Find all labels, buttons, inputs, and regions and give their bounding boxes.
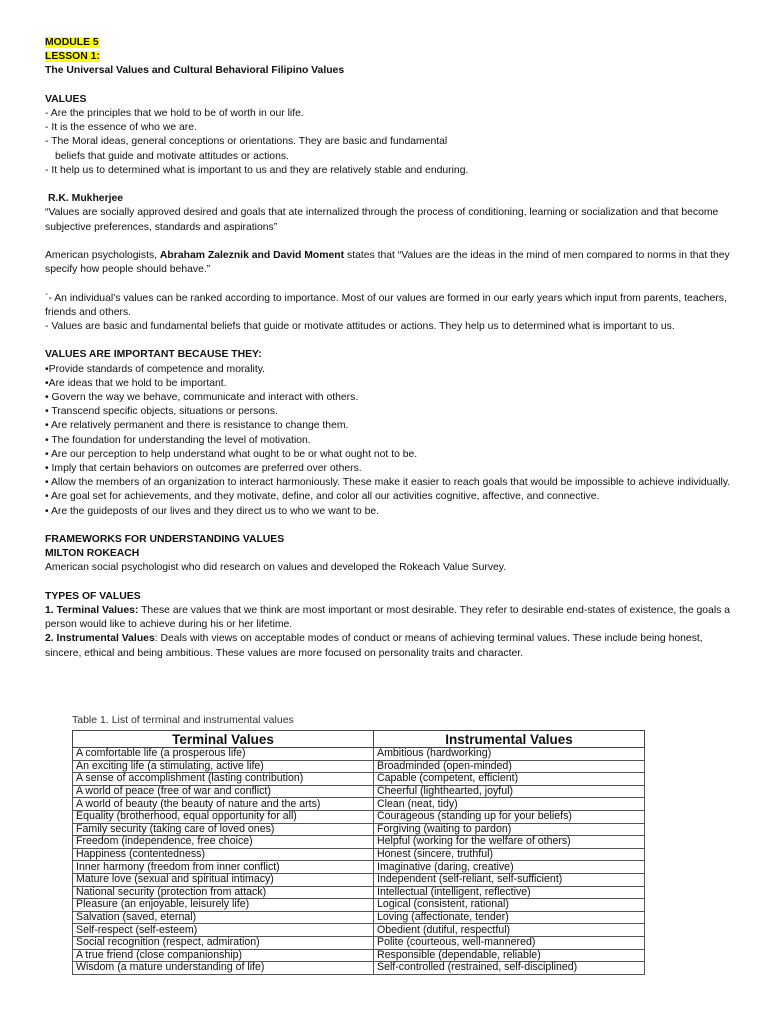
individual-paragraph: `- An individual’s values can be ranked according to importance. Most of our values are formed in our early years which input from parents, teachers, friends and others.	[45, 292, 727, 318]
important-item: • The foundation for understanding the level of motivation.	[45, 434, 311, 446]
table-row	[73, 798, 645, 811]
terminal-value-cell: Inner harmony (freedom from inner conflict)	[73, 861, 374, 874]
instrumental-value-cell: Self-controlled (restrained, self-disciplined)	[374, 962, 645, 975]
table-body	[73, 748, 645, 975]
instrumental-values-paragraph: 2. Instrumental Values: Deals with views on acceptable modes of conduct or means of achieving terminal values. These include being honest, sincere, ethical and being ambitious. These values are more focused on personality traits and character.	[45, 633, 703, 659]
table-row	[73, 823, 645, 836]
important-item: •Are ideas that we hold to be important.	[45, 377, 227, 389]
instrumental-value-cell: Intellectual (intelligent, reflective)	[374, 886, 645, 899]
important-heading: VALUES ARE IMPORTANT BECAUSE THEY:	[45, 349, 262, 361]
instrumental-value-cell: Logical (consistent, rational)	[374, 899, 645, 912]
important-item: • Are our perception to help understand what ought to be or what ought not to be.	[45, 448, 418, 460]
important-item: • Govern the way we behave, communicate and interact with others.	[45, 392, 359, 403]
rokeach-name: MILTON ROKEACH	[45, 548, 140, 560]
instrumental-value-cell: Honest (sincere, truthful)	[374, 848, 645, 861]
terminal-value-cell: An exciting life (a stimulating, active life)	[73, 760, 374, 773]
terminal-value-cell: A comfortable life (a prosperous life)	[73, 748, 374, 761]
terminal-value-cell: Equality (brotherhood, equal opportunity for all)	[73, 810, 374, 823]
table-row	[73, 810, 645, 823]
terminal-value-cell: National security (protection from attack)	[73, 886, 374, 899]
important-item: •Provide standards of competence and morality.	[45, 363, 266, 375]
terminal-value-cell: Happiness (contentedness)	[73, 848, 374, 861]
table-row	[73, 861, 645, 874]
important-item: • Are goal set for achievements, and they motivate, define, and color all our activities cognitive, affective, and connective.	[45, 491, 600, 503]
terminal-value-cell: A world of peace (free of war and conflict)	[73, 785, 374, 798]
terminal-value-cell: A sense of accomplishment (lasting contribution)	[73, 773, 374, 786]
instrumental-values-header: Instrumental Values	[374, 731, 645, 748]
instrumental-value-cell: Courageous (standing up for your beliefs)	[374, 810, 645, 823]
terminal-value-cell: Mature love (sexual and spiritual intimacy)	[73, 873, 374, 886]
instrumental-value-cell: Forgiving (waiting to pardon)	[374, 823, 645, 836]
table-caption: Table 1. List of terminal and instrumental values	[72, 714, 294, 726]
instrumental-value-cell: Capable (competent, efficient)	[374, 773, 645, 786]
instrumental-value-cell: Independent (self-reliant, self-sufficient)	[374, 873, 645, 886]
module-label: MODULE 5	[45, 37, 99, 48]
instrumental-value-cell: Loving (affectionate, tender)	[374, 911, 645, 924]
frameworks-heading: FRAMEWORKS FOR UNDERSTANDING VALUES	[45, 534, 285, 546]
table-row	[73, 911, 645, 924]
important-item: • Imply that certain behaviors on outcomes are preferred over others.	[45, 463, 362, 475]
lesson-label: LESSON 1:	[45, 51, 100, 63]
instrumental-value-cell: Clean (neat, tidy)	[374, 798, 645, 811]
table-row	[73, 773, 645, 786]
instrumental-value-cell: Cheerful (lighthearted, joyful)	[374, 785, 645, 798]
basic-paragraph: - Values are basic and fundamental beliefs that guide or motivate attitudes or actions. They help us to determined what is important to us.	[45, 321, 675, 332]
rokeach-description: American social psychologist who did research on values and developed the Rokeach Value Survey.	[45, 562, 507, 574]
important-item: • Transcend specific objects, situations or persons.	[45, 406, 278, 418]
important-item: • Allow the members of an organization to interact harmoniously. These make it easier to reach goals that would be impossible to achieve individually.	[45, 477, 731, 489]
values-line: - The Moral ideas, general conceptions or orientations. They are basic and fundamental	[45, 136, 448, 148]
mukherjee-quote: “Values are socially approved desired and goals that ate internalized through the process of conditioning, learning or socialization and that become subjective preferences, standards and aspirations”	[45, 207, 719, 233]
values-line: - It is the essence of who we are.	[45, 122, 197, 134]
lesson-title: The Universal Values and Cultural Behavioral Filipino Values	[45, 65, 345, 77]
important-item: • Are the guideposts of our lives and they direct us to who we want to be.	[45, 505, 380, 517]
values-table-figure	[72, 714, 648, 975]
table-row	[73, 924, 645, 937]
instrumental-value-cell: Imaginative (daring, creative)	[374, 861, 645, 874]
psychologists-paragraph: American psychologists, Abraham Zaleznik and David Moment states that “Values are the ideas in the mind of men compared to norms in that they specify how people should behave.”	[45, 250, 730, 276]
terminal-value-cell: A true friend (close companionship)	[73, 949, 374, 962]
terminal-values-paragraph: 1. Terminal Values: These are values that we think are most important or most desirable. They refer to desirable end-states of existence, the goals a person would like to achieve during his or her lifetime.	[45, 605, 730, 631]
types-heading: TYPES OF VALUES	[45, 590, 141, 602]
table-row	[73, 936, 645, 949]
terminal-value-cell: A world of beauty (the beauty of nature and the arts)	[73, 798, 374, 811]
table-row	[73, 886, 645, 899]
table-row	[73, 836, 645, 849]
values-line: beliefs that guide and motivate attitudes or actions.	[55, 150, 289, 162]
document-body	[45, 36, 735, 661]
table-row	[73, 848, 645, 861]
table-row	[73, 785, 645, 798]
terminal-value-cell: Salvation (saved, eternal)	[73, 911, 374, 924]
table-row	[73, 873, 645, 886]
terminal-values-header: Terminal Values	[73, 731, 374, 748]
mukherjee-name: R.K. Mukherjee	[48, 193, 124, 205]
terminal-value-cell: Pleasure (an enjoyable, leisurely life)	[73, 899, 374, 912]
instrumental-value-cell: Broadminded (open-minded)	[374, 760, 645, 773]
table-row	[73, 962, 645, 975]
table-row	[73, 899, 645, 912]
terminal-value-cell: Social recognition (respect, admiration)	[73, 936, 374, 949]
terminal-value-cell: Freedom (independence, free choice)	[73, 836, 374, 849]
instrumental-value-cell: Polite (courteous, well-mannered)	[374, 936, 645, 949]
table-row	[73, 949, 645, 962]
values-line: - It help us to determined what is important to us and they are relatively stable and enduring.	[45, 164, 469, 176]
values-heading: VALUES	[45, 93, 87, 105]
table-row	[73, 760, 645, 773]
instrumental-value-cell: Responsible (dependable, reliable)	[374, 949, 645, 962]
instrumental-value-cell: Obedient (dutiful, respectful)	[374, 924, 645, 937]
table-row	[73, 748, 645, 761]
terminal-value-cell: Wisdom (a mature understanding of life)	[73, 962, 374, 975]
terminal-value-cell: Family security (taking care of loved ones)	[73, 823, 374, 836]
instrumental-value-cell: Helpful (working for the welfare of others)	[374, 836, 645, 849]
values-line: - Are the principles that we hold to be of worth in our life.	[45, 108, 304, 119]
important-item: • Are relatively permanent and there is resistance to change them.	[45, 420, 349, 432]
terminal-value-cell: Self-respect (self-esteem)	[73, 924, 374, 937]
instrumental-value-cell: Ambitious (hardworking)	[374, 748, 645, 761]
values-table	[72, 730, 645, 975]
table-header-row	[73, 731, 645, 748]
